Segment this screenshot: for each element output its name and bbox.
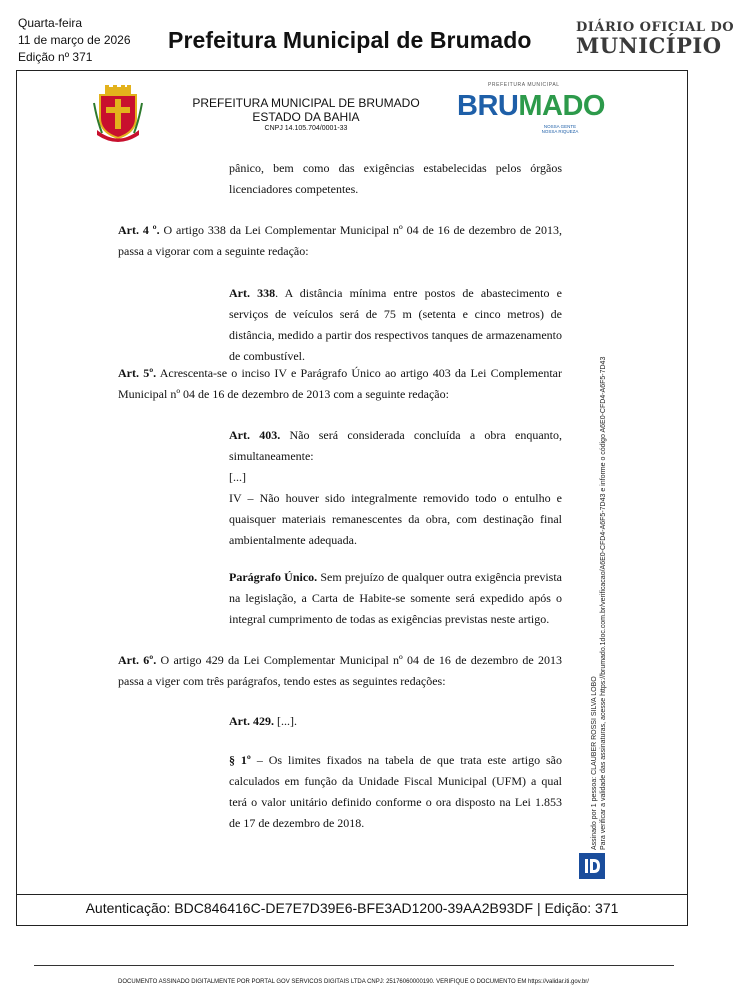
header-edition: Edição nº 371 <box>18 50 93 64</box>
art403-ellipsis: [...] <box>229 470 246 484</box>
paragrafo-label: Parágrafo Único. <box>229 570 318 584</box>
logo-wordmark <box>457 90 605 123</box>
article-429 <box>229 711 562 732</box>
article-5 <box>118 363 562 405</box>
signature-signer: Assinado por 1 pessoa: CLAUBER ROSSI SILVA LOBO <box>591 676 598 850</box>
header-weekday: Quarta-feira <box>18 16 83 30</box>
art6-text: O artigo 429 da Lei Complementar Municipal nº 04 de 16 de dezembro de 2013 passa a viger com três parágrafos, tendo estes as seguintes redações: <box>118 653 562 688</box>
art5-label: Art. 5º. <box>118 366 157 380</box>
art403-label: Art. 403. <box>229 428 281 442</box>
signature-sidebar <box>590 320 608 850</box>
article-4 <box>118 220 562 262</box>
brumado-logo <box>455 80 605 140</box>
art429-text: [...]. <box>274 714 297 728</box>
footer-signature-notice: DOCUMENTO ASSINADO DIGITALMENTE POR PORTAL GOV SERVICOS DIGITAIS LTDA CNPJ: 25176060000190. VERIFIQUE O DOCUMENTO EM https://validar.iti.gov.br/ <box>118 979 589 985</box>
art6-label: Art. 6º. <box>118 653 157 667</box>
authentication-code: Autenticação: BDC846416C-DE7E7D39E6-BFE3AD1200-39AA2B93DF | Edição: 371 <box>85 900 619 916</box>
inciso-iv: IV – Não houver sido integralmente removido todo o entulho e quaisquer materiais remanescentes da obra, com destinação final ambientalmente adequada. <box>229 491 562 547</box>
logo-word-part1: BRU <box>457 90 519 122</box>
logo-word-part2: MADO <box>518 90 605 122</box>
par1-text: – Os limites fixados na tabela de que trata este artigo são calculados em função da Unidade Fiscal Municipal (UFM) a qual terá o valor unitário definido conforme o ora disposto na Lei 1.853 de 17 de dezembro de 2018. <box>229 753 562 830</box>
art5-text: Acrescenta-se o inciso IV e Parágrafo Único ao artigo 403 da Lei Complementar Municipal nº 04 de 16 de dezembro de 2013 com a seguinte redação: <box>118 366 562 401</box>
logo-sub1: NOSSA GENTE <box>543 124 577 129</box>
page-title: Prefeitura Municipal de Brumado <box>168 27 532 53</box>
diario-line1: DIÁRIO OFICIAL DO <box>576 20 734 35</box>
signature-verify-link[interactable]: Para verificar a validade das assinaturas, acesse https://brumado.1doc.com.br/verificacao/A6E0-CFD4-A6F5-7D43 e informe o código A6E0-CFD4-A6F5-7D43 <box>600 356 607 850</box>
paragrafo-text: Sem prejuízo de qualquer outra exigência prevista na legislação, a Carta de Habite-se somente será expedido após o integral cumprimento de todas as exigências previstas neste artigo. <box>229 570 563 626</box>
diario-oficial-masthead <box>576 20 734 58</box>
art4-text: O artigo 338 da Lei Complementar Municipal nº 04 de 16 de dezembro de 2013, passa a vigorar com a seguinte redação: <box>118 223 563 258</box>
art429-label: Art. 429. <box>229 714 274 728</box>
diario-line2: MUNICÍPIO <box>576 33 722 58</box>
authentication-divider <box>16 894 688 895</box>
header-date: 11 de março de 2026 <box>18 33 131 47</box>
1doc-icon <box>579 853 605 879</box>
article-403 <box>229 425 562 551</box>
art403-text: Não será considerada concluída a obra enquanto, simultaneamente: <box>229 428 562 463</box>
institution-name: PREFEITURA MUNICIPAL DE BRUMADO <box>192 96 420 110</box>
paragraph-1 <box>229 750 562 834</box>
logo-top-text: PREFEITURA MUNICIPAL <box>488 82 560 88</box>
art4-label: Art. 4 º. <box>118 223 160 237</box>
article-6 <box>118 650 562 692</box>
continuation-text: pânico, bem como das exigências estabelecidas pelos órgãos licenciadores competentes. <box>229 161 562 196</box>
footer-divider <box>34 965 674 966</box>
par1-label: § 1º <box>229 753 251 767</box>
paragraph-continuation <box>229 158 562 200</box>
logo-sub2: NOSSA RIQUEZA <box>541 129 579 134</box>
art338-label: Art. 338 <box>229 286 276 300</box>
art338-text: . A distância mínima entre postos de abastecimento e serviços de veículos será de 75 m (setenta e cinco metros) de distância, medido a partir dos respectivos tanques de armazenamento de combustível. <box>229 286 562 363</box>
institution-header <box>180 96 432 134</box>
article-338 <box>229 283 562 367</box>
paragrafo-unico <box>229 567 562 630</box>
coat-of-arms <box>94 85 142 145</box>
institution-state: ESTADO DA BAHIA <box>252 110 360 124</box>
institution-cnpj: CNPJ 14.105.704/0001-33 <box>264 125 348 132</box>
